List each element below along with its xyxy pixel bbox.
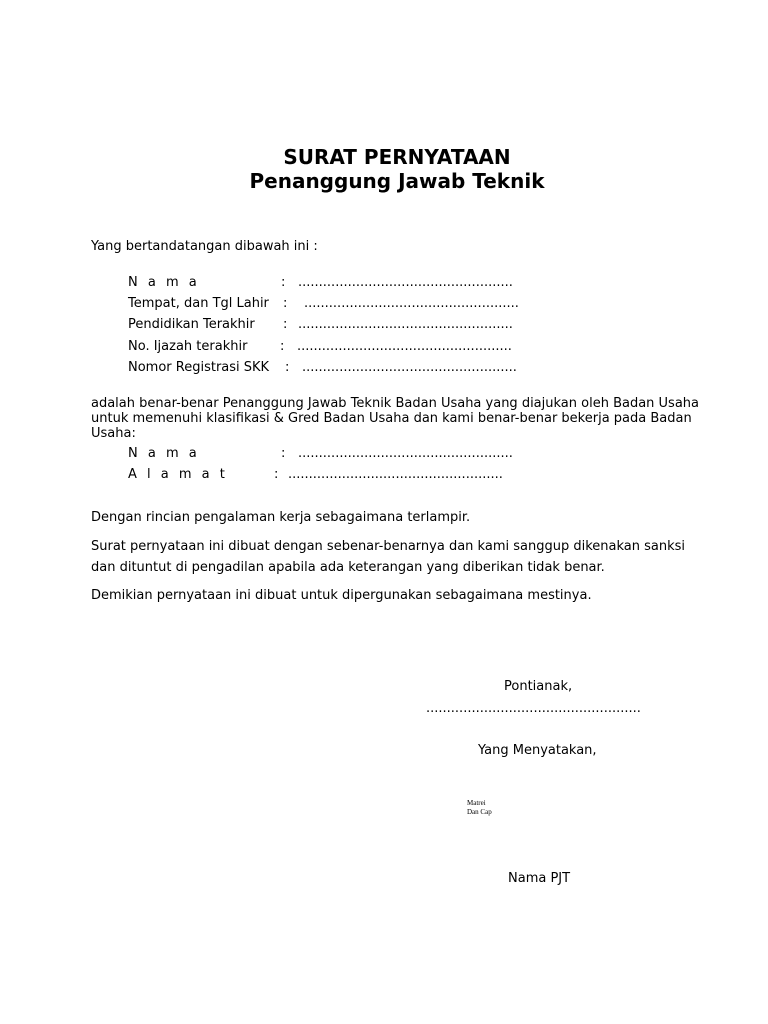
statement-paragraph: adalah benar-benar Penanggung Jawab Teknik Badan Usaha yang diajukan oleh Badan Usaha untuk memenuhi klasifikasi & Gred Badan Usaha dan kami benar-benar bekerja pada Badan Usaha: xyxy=(91,396,700,441)
field-label-registrasi-skk: Nomor Registrasi SKK xyxy=(128,360,270,375)
field-colon: : xyxy=(283,317,288,332)
field-label-nama: N a m a xyxy=(128,275,200,290)
field-dots: .................................................... xyxy=(298,446,513,461)
signature-place: Pontianak, xyxy=(504,679,573,694)
detail-line: Dengan rincian pengalaman kerja sebagaimana terlampir. xyxy=(91,510,471,525)
intro-text: Yang bertandatangan dibawah ini : xyxy=(91,239,318,254)
field-label-pendidikan: Pendidikan Terakhir xyxy=(128,317,255,332)
signature-date-dots: .................................................... xyxy=(426,701,641,716)
field-label-tempat-tgl-lahir: Tempat, dan Tgl Lahir xyxy=(128,296,269,311)
signature-declarant: Yang Menyatakan, xyxy=(478,743,597,758)
field-label-ijazah: No. Ijazah terakhir xyxy=(128,339,248,354)
field-dots: .................................................... xyxy=(297,339,512,354)
field-dots: .................................................... xyxy=(298,275,513,290)
document-subtitle: Penanggung Jawab Teknik xyxy=(249,169,545,193)
field-colon: : xyxy=(274,467,279,482)
field-dots: .................................................... xyxy=(302,360,517,375)
stamp-note-line-1: Matrei xyxy=(467,799,486,807)
signature-name: Nama PJT xyxy=(508,871,571,886)
field-colon: : xyxy=(280,339,285,354)
field-dots: .................................................... xyxy=(288,467,503,482)
field-dots: .................................................... xyxy=(298,317,513,332)
field-colon: : xyxy=(283,296,288,311)
field-colon: : xyxy=(281,275,286,290)
company-label-alamat: A l a m a t xyxy=(128,467,228,482)
sanction-line-1: Surat pernyataan ini dibuat dengan sebenar-benarnya dan kami sanggup dikenakan sanksi xyxy=(91,539,685,554)
field-dots: .................................................... xyxy=(304,296,519,311)
field-colon: : xyxy=(281,446,286,461)
field-colon: : xyxy=(285,360,290,375)
document-title: SURAT PERNYATAAN xyxy=(283,145,511,169)
closing-line: Demikian pernyataan ini dibuat untuk dipergunakan sebagaimana mestinya. xyxy=(91,588,592,603)
sanction-line-2: dan dituntut di pengadilan apabila ada keterangan yang diberikan tidak benar. xyxy=(91,560,605,575)
stamp-note-line-2: Dan Cap xyxy=(467,808,492,816)
company-label-nama: N a m a xyxy=(128,446,200,461)
